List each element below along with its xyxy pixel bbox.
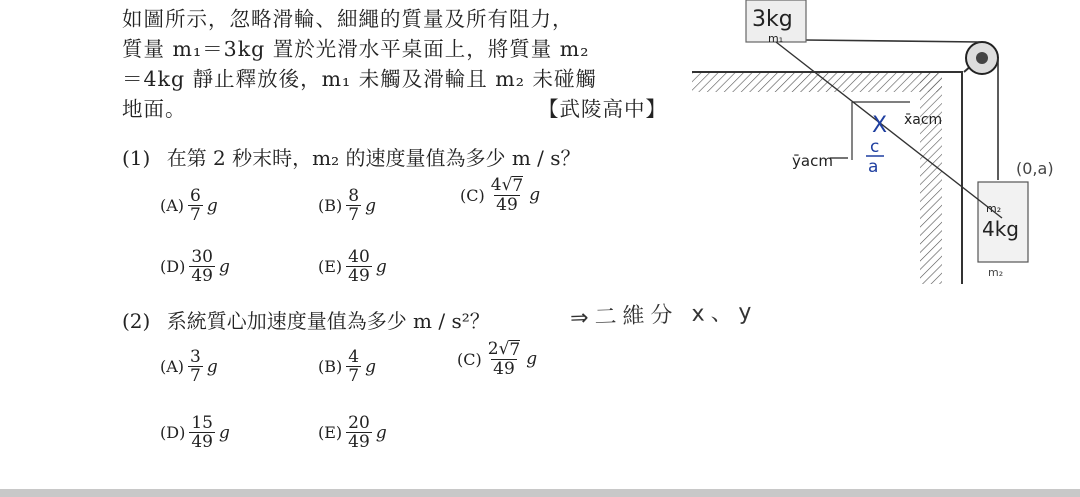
option-fraction [486, 340, 523, 378]
option-unit: g [218, 422, 230, 443]
fraction-denominator: 7 [348, 205, 360, 225]
question-2-text: 系統質心加速度量值為多少 m / s²？ [166, 309, 490, 333]
fraction-denominator: 49 [496, 195, 518, 215]
fraction-denominator: 7 [190, 205, 201, 225]
intro-line-2: 質量 m₁＝3kg 置於光滑水平桌面上，將質量 m₂ [122, 37, 590, 61]
option-fraction [188, 187, 203, 224]
numerator-coefficient: 2 [487, 339, 499, 359]
option-unit: g [206, 356, 218, 377]
cm-fraction-numerator: c [870, 137, 880, 157]
option-unit: g [218, 256, 230, 277]
mass-1-label: 3kg [752, 7, 793, 32]
coordinate-note: (0,a) [1016, 159, 1054, 178]
cm-fraction-denominator: a [868, 157, 879, 177]
bottom-edge-bar [0, 489, 1080, 497]
option-unit: g [365, 356, 376, 377]
option-fraction [346, 414, 372, 451]
q2-option-b[interactable] [318, 348, 376, 385]
q1-option-d[interactable] [160, 248, 230, 285]
fraction-denominator: 49 [348, 432, 370, 452]
handwritten-note: ⇒二維分 x、y [569, 299, 758, 332]
intro-line-1: 如圖所示，忽略滑輪、細繩的質量及所有阻力， [122, 7, 574, 31]
sqrt-radicand: 7 [509, 340, 521, 360]
fraction-denominator: 49 [348, 266, 370, 286]
option-letter: (E) [318, 423, 343, 442]
cm-mark: X [872, 113, 888, 138]
fraction-denominator: 49 [191, 266, 213, 286]
fraction-numerator: 8 [348, 186, 360, 206]
x-accel-label: x̄acm [904, 112, 943, 128]
option-unit: g [375, 422, 387, 443]
option-letter: (B) [318, 357, 343, 376]
option-letter: (A) [160, 357, 185, 376]
fraction-denominator: 7 [190, 366, 201, 386]
sqrt-symbol: √ 7 [498, 339, 521, 360]
intro-line-4 [122, 94, 667, 124]
q1-option-c[interactable] [460, 176, 540, 214]
sqrt-symbol: √ 7 [501, 175, 524, 196]
source-tag: 【武陵高中】 [538, 97, 667, 121]
fraction-numerator: 15 [191, 413, 213, 433]
option-letter: (B) [318, 196, 343, 215]
numerator-coefficient: 4 [490, 175, 502, 195]
mass-2-sub: m₂ [986, 202, 1002, 215]
fraction-numerator: 20 [348, 413, 370, 433]
question-2 [122, 305, 490, 334]
mass-2-small-label: m₂ [988, 266, 1004, 279]
sqrt-radicand: 7 [512, 176, 524, 196]
option-letter: (D) [160, 257, 186, 276]
q1-option-e[interactable] [318, 248, 387, 285]
option-unit: g [365, 195, 376, 216]
question-2-number: (2) [122, 309, 151, 333]
question-1 [122, 142, 581, 171]
option-fraction [188, 348, 203, 385]
option-unit: g [206, 195, 218, 216]
option-unit: g [375, 256, 387, 277]
option-letter: (D) [160, 423, 186, 442]
fraction-numerator [489, 176, 526, 195]
fraction-numerator: 30 [191, 247, 213, 267]
fraction-denominator: 49 [493, 359, 515, 379]
q2-option-a[interactable] [160, 348, 218, 385]
option-letter: (C) [457, 349, 482, 369]
table-top-hatch [692, 72, 942, 92]
option-letter: (E) [318, 257, 343, 276]
fraction-numerator: 6 [190, 186, 201, 206]
intro-line-4-text: 地面。 [122, 97, 187, 121]
question-1-text: 在第 2 秒末時，m₂ 的速度量值為多少 m / s？ [166, 146, 581, 170]
option-fraction [346, 348, 361, 385]
q1-option-b[interactable] [318, 187, 376, 224]
q1-option-a[interactable] [160, 187, 218, 224]
fraction-denominator: 7 [348, 366, 360, 386]
pulley-axle [976, 52, 988, 64]
y-accel-label: ȳacm [792, 152, 833, 170]
option-letter: (C) [460, 185, 485, 205]
option-fraction [489, 176, 526, 214]
problem-intro [122, 4, 667, 124]
mass-2-label: 4kg [982, 217, 1020, 241]
horizontal-string [805, 40, 980, 42]
q2-option-d[interactable] [160, 414, 230, 451]
option-fraction [189, 248, 215, 285]
table-side-hatch [920, 72, 942, 284]
fraction-numerator: 3 [190, 347, 201, 367]
q2-option-c[interactable] [457, 340, 537, 378]
option-unit: g [526, 349, 538, 369]
q2-option-e[interactable] [318, 414, 387, 451]
pulley-diagram [680, 0, 1080, 300]
fraction-numerator: 40 [348, 247, 370, 267]
question-1-number: (1) [122, 146, 151, 170]
mass-1-sub: m₁ [768, 32, 784, 45]
fraction-denominator: 49 [191, 432, 213, 452]
fraction-numerator [486, 340, 523, 359]
intro-line-3: ＝4kg 靜止釋放後，m₁ 未觸及滑輪且 m₂ 未碰觸 [122, 67, 597, 91]
fraction-numerator: 4 [348, 347, 360, 367]
option-fraction [346, 248, 372, 285]
option-fraction [346, 187, 361, 224]
option-fraction [189, 414, 215, 451]
option-letter: (A) [160, 196, 185, 215]
option-unit: g [529, 185, 541, 205]
